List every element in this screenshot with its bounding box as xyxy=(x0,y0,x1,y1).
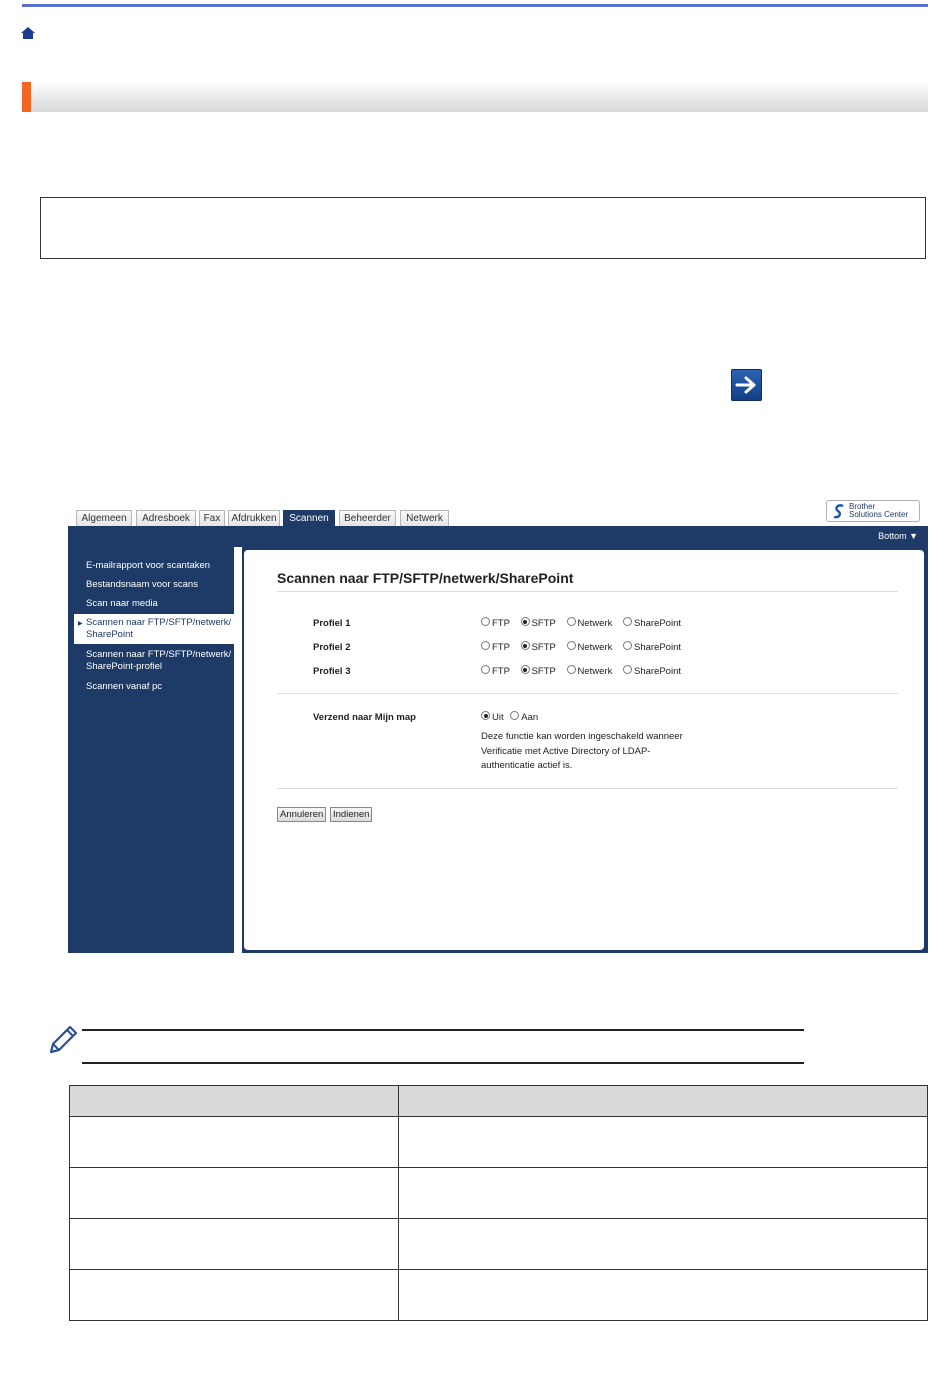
brand-line1: Brother xyxy=(849,502,876,511)
mijn-map-description: Deze functie kan worden ingeschakeld wanneer Verificatie met Active Directory of LDAP- authenticatie actief is. xyxy=(481,731,683,771)
sidebar-profiel-line2: SharePoint-profiel xyxy=(86,661,163,672)
profiel-1-sftp-radio[interactable]: SFTP xyxy=(521,618,556,629)
profiel-3-ftp-radio[interactable]: FTP xyxy=(481,666,510,677)
tab-algemeen[interactable]: Algemeen xyxy=(76,510,132,526)
sidebar-item-ftp-profiel[interactable] xyxy=(86,649,234,673)
sidebar-active-line1: Scannen naar FTP/SFTP/netwerk/ xyxy=(86,617,232,628)
mijn-map-uit-radio[interactable]: Uit xyxy=(481,712,504,723)
tab-fax[interactable]: Fax xyxy=(199,510,225,526)
profiel-2-netwerk-radio[interactable]: Netwerk xyxy=(567,642,613,653)
profiel-1-netwerk-radio[interactable]: Netwerk xyxy=(567,618,613,629)
table-cell xyxy=(399,1117,928,1168)
brother-solutions-center-link[interactable] xyxy=(826,500,920,522)
table-cell xyxy=(70,1168,399,1219)
table-cell xyxy=(70,1270,399,1321)
profiel-3-sharepoint-radio[interactable]: SharePoint xyxy=(623,666,681,677)
table-row xyxy=(70,1168,928,1219)
profiel-3-label: Profiel 3 xyxy=(313,666,351,677)
title-divider xyxy=(277,591,898,592)
pencil-note-icon xyxy=(45,1022,79,1061)
footer-divider xyxy=(277,788,898,789)
section-divider xyxy=(277,693,898,694)
sidebar xyxy=(68,547,234,953)
section-accent xyxy=(22,82,31,112)
submit-button[interactable]: Indienen xyxy=(330,807,372,822)
web-ui-screenshot xyxy=(68,493,928,953)
settings-panel xyxy=(244,550,924,950)
tab-bar xyxy=(68,493,928,526)
tab-adresboek[interactable]: Adresboek xyxy=(136,510,196,526)
top-nav-strip xyxy=(68,526,928,547)
profiel-2-sftp-radio[interactable]: SFTP xyxy=(521,642,556,653)
sidebar-item-scannen-naar-ftp[interactable] xyxy=(74,614,234,644)
info-box xyxy=(40,197,926,259)
table-cell xyxy=(70,1219,399,1270)
table-row xyxy=(70,1117,928,1168)
profiel-1-sharepoint-radio[interactable]: SharePoint xyxy=(623,618,681,629)
table-header-row xyxy=(70,1086,928,1117)
profiel-2-ftp-radio[interactable]: FTP xyxy=(481,642,510,653)
sidebar-item-bestandsnaam[interactable]: Bestandsnaam voor scans xyxy=(86,579,198,590)
tab-netwerk[interactable]: Netwerk xyxy=(400,510,449,526)
sidebar-item-emailrapport[interactable]: E-mailrapport voor scantaken xyxy=(86,560,211,571)
table-header-cell xyxy=(399,1086,928,1117)
tab-afdrukken[interactable]: Afdrukken xyxy=(228,510,280,526)
settings-table xyxy=(69,1085,928,1321)
sidebar-profiel-line1: Scannen naar FTP/SFTP/netwerk/ xyxy=(86,649,232,660)
tab-beheerder[interactable]: Beheerder xyxy=(339,510,396,526)
profiel-1-options xyxy=(481,617,689,629)
table-cell xyxy=(399,1270,928,1321)
table-header-cell xyxy=(70,1086,399,1117)
mijn-map-aan-radio[interactable]: Aan xyxy=(510,712,538,723)
section-heading-bar xyxy=(22,82,928,112)
profiel-1-ftp-radio[interactable]: FTP xyxy=(481,618,510,629)
table-cell xyxy=(399,1168,928,1219)
active-marker-icon: ▶ xyxy=(78,621,83,627)
table-row xyxy=(70,1219,928,1270)
profiel-1-label: Profiel 1 xyxy=(313,618,351,629)
brand-line2: Solutions Center xyxy=(849,510,909,519)
mijn-map-label: Verzend naar Mijn map xyxy=(313,712,416,723)
home-icon[interactable] xyxy=(20,25,36,41)
arrow-right-icon[interactable] xyxy=(731,369,762,401)
note-top-rule xyxy=(82,1029,804,1031)
profiel-2-sharepoint-radio[interactable]: SharePoint xyxy=(623,642,681,653)
profiel-3-netwerk-radio[interactable]: Netwerk xyxy=(567,666,613,677)
table-cell xyxy=(70,1117,399,1168)
note-bottom-rule xyxy=(82,1062,804,1064)
mijn-map-options xyxy=(481,711,546,723)
sidebar-active-line2: SharePoint xyxy=(86,629,134,640)
bottom-link[interactable]: Bottom ▼ xyxy=(878,531,918,541)
brother-logo-icon xyxy=(832,504,846,519)
cancel-button[interactable]: Annuleren xyxy=(277,807,326,822)
header-rule xyxy=(22,4,928,7)
sidebar-item-scan-naar-media[interactable]: Scan naar media xyxy=(86,598,158,609)
profiel-3-options xyxy=(481,665,689,677)
page-title: Scannen naar FTP/SFTP/netwerk/SharePoint xyxy=(277,570,574,586)
table-row xyxy=(70,1270,928,1321)
tab-scannen[interactable]: Scannen xyxy=(283,510,335,526)
profiel-2-label: Profiel 2 xyxy=(313,642,351,653)
sidebar-item-scannen-vanaf-pc[interactable]: Scannen vanaf pc xyxy=(86,681,163,692)
table-cell xyxy=(399,1219,928,1270)
main-area xyxy=(242,547,928,953)
profiel-3-sftp-radio[interactable]: SFTP xyxy=(521,666,556,677)
profiel-2-options xyxy=(481,641,689,653)
